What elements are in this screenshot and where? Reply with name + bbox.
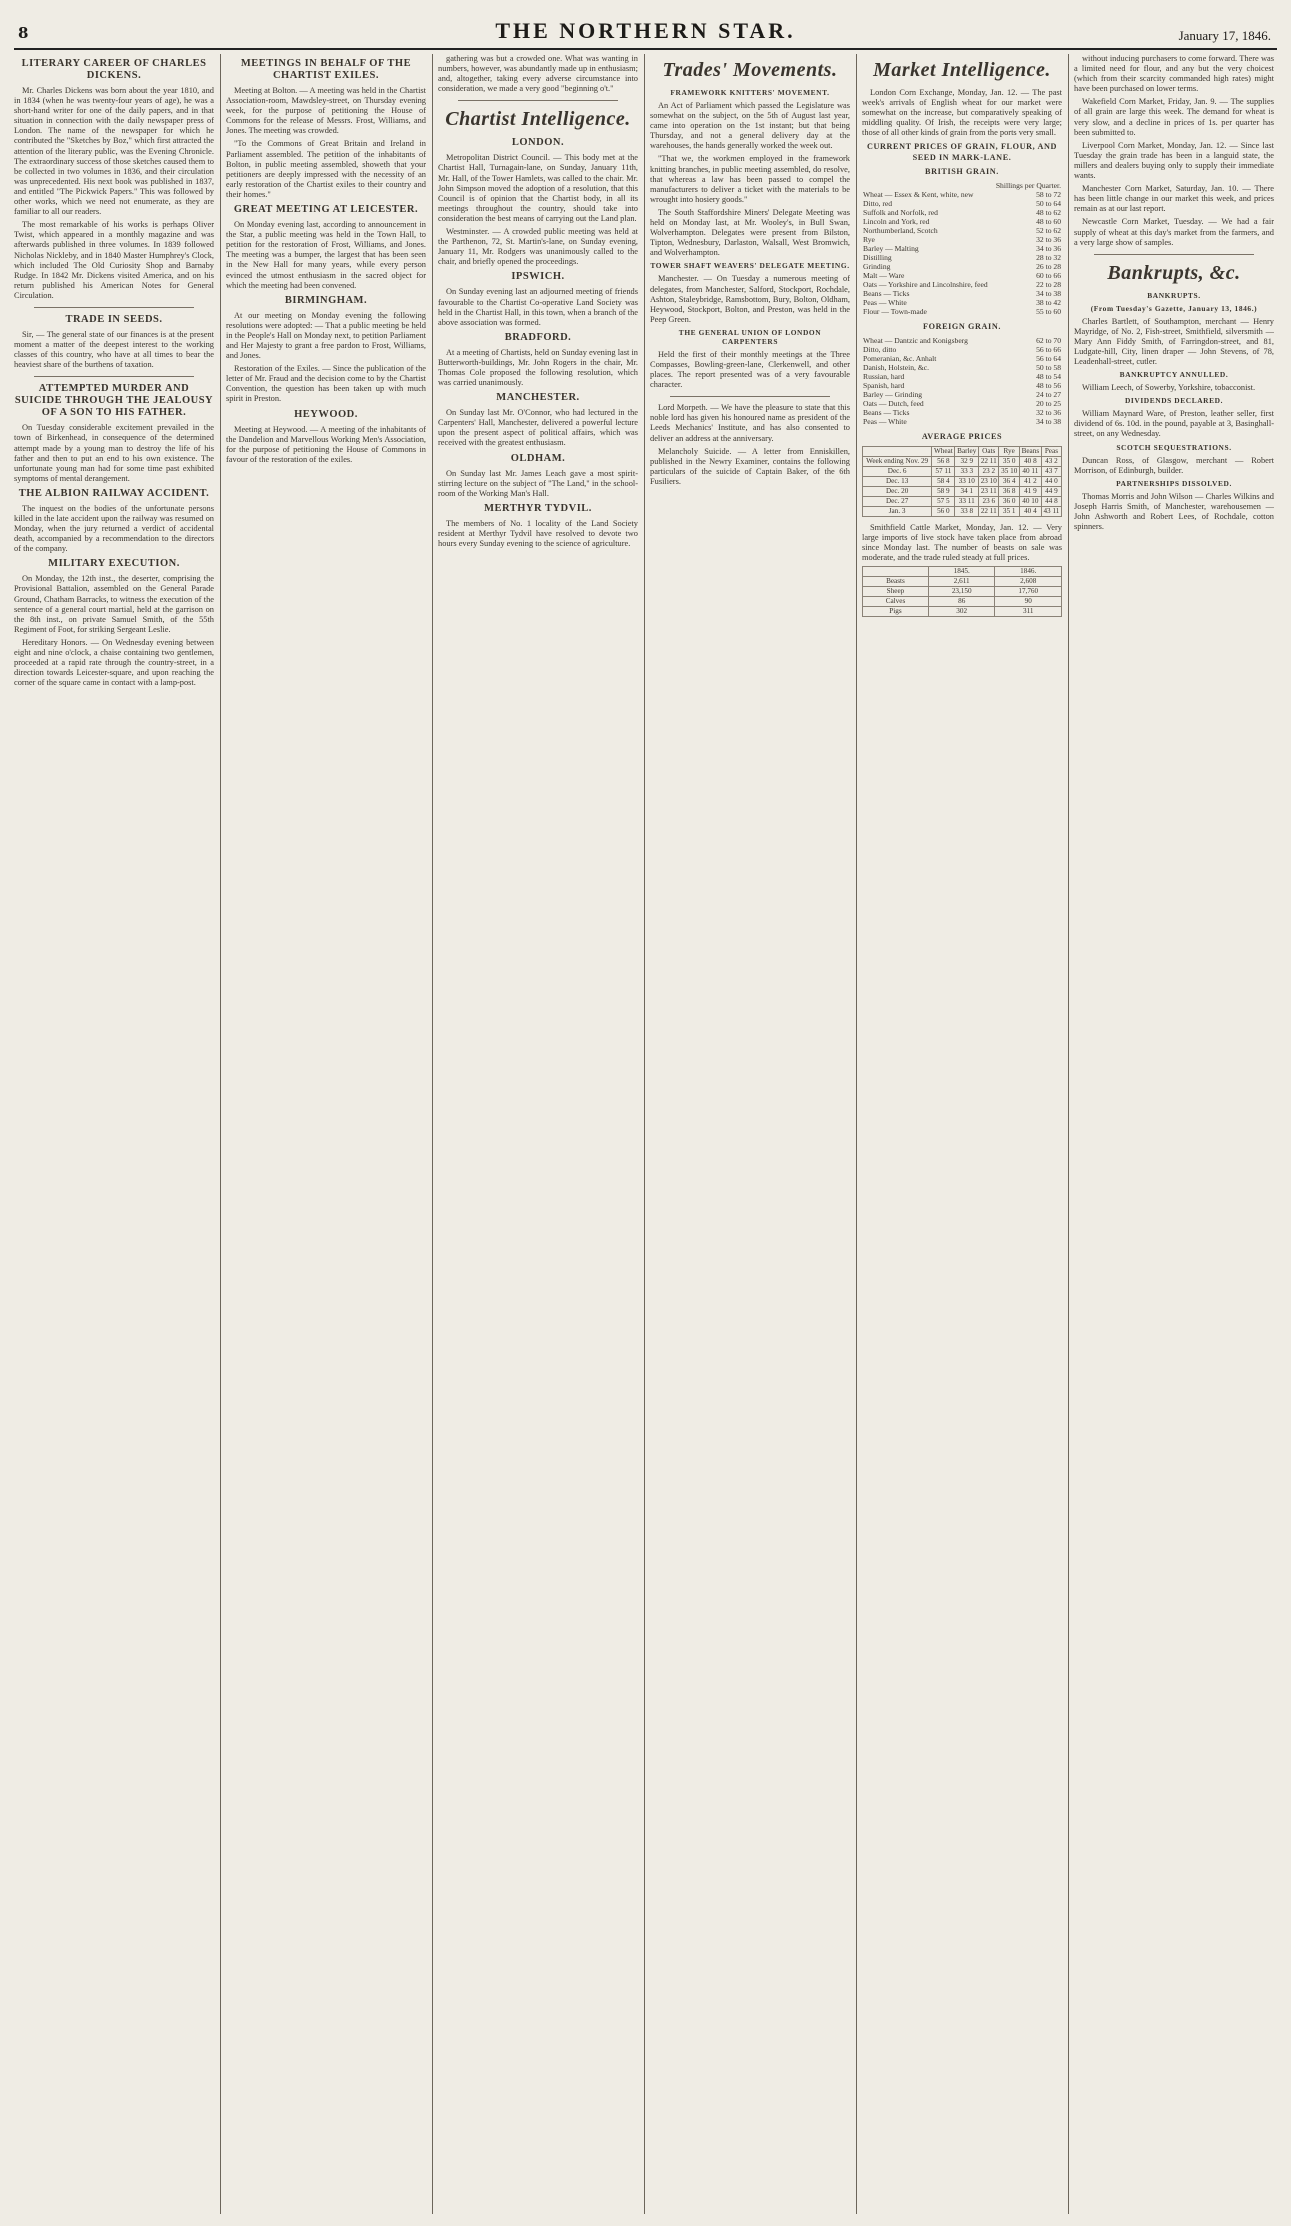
table-cell: 36 0 xyxy=(999,496,1019,506)
table-cell: 302 xyxy=(928,607,995,617)
table-cell: Oats — Dutch, feed xyxy=(863,398,924,408)
table-cell: 311 xyxy=(995,607,1062,617)
section-heading-chartist: Chartist Intelligence. xyxy=(445,108,631,131)
article-paragraph: Smithfield Cattle Market, Monday, Jan. 12. — Very large imports of live stock have taken place from abroad since Monday last. The number of beasts on sale was moderate, and the trade ruled steady at full prices. xyxy=(862,522,1062,563)
table-header-row xyxy=(862,181,1062,190)
table-heading: AVERAGE PRICES xyxy=(921,431,1003,441)
table-cell: Barley — Grinding xyxy=(863,389,923,399)
table-cell: Dec. 27 xyxy=(863,496,932,506)
table-cell: 48 to 62 xyxy=(1036,207,1061,217)
table-cell: Malt — Ware xyxy=(863,270,905,280)
article-paragraph: An Act of Parliament which passed the Legislature was somewhat on the subject, on the 5th of August last year, came into operation on the 1st instant; but that being Thursday, and not a general delivery day at the warehouses, the hands generally worked the week out. xyxy=(650,101,850,151)
article-heading: THE ALBION RAILWAY ACCIDENT. xyxy=(18,487,210,499)
table-cell: 57 11 xyxy=(932,466,955,476)
table-row xyxy=(862,372,1062,381)
table-row xyxy=(862,345,1062,354)
table-header-cell xyxy=(862,181,993,190)
table-cell: 20 to 25 xyxy=(1036,398,1061,408)
table-cell: 50 to 64 xyxy=(1036,198,1061,208)
table-heading: CURRENT PRICES OF GRAIN, FLOUR, AND SEED IN MARK-LANE. xyxy=(867,142,1057,162)
table-row xyxy=(862,244,1062,253)
table-cell: 34 to 38 xyxy=(1036,416,1061,426)
table-row xyxy=(863,577,1062,587)
table-cell: Calves xyxy=(863,597,929,607)
table-cell: Dec. 6 xyxy=(863,466,932,476)
table-cell: 43 2 xyxy=(1041,456,1061,466)
table-cell: 50 to 58 xyxy=(1036,362,1061,372)
table-cell: 44 8 xyxy=(1041,496,1061,506)
column-rule xyxy=(1068,54,1069,2214)
article-heading: LITERARY CAREER OF CHARLES DICKENS. xyxy=(21,58,207,81)
table-cell: 34 1 xyxy=(955,486,979,496)
column-3 xyxy=(438,54,638,2214)
table-cell: 48 to 60 xyxy=(1036,216,1061,226)
article-paragraph: On Monday, the 12th inst., the deserter, comprising the Provisional Battalion, assembled on the General Parade Ground, Chatham Barracks, to witness the execution of the sentence of a general court martial, held at the garrison on the 8th inst., on private Samuel Smith, of the 55th Regiment of Foot, for striking Sergeant Leslie. xyxy=(14,574,214,634)
table-cell: 58 4 xyxy=(932,476,955,486)
table-cell: Sheep xyxy=(863,587,929,597)
article-paragraph: At a meeting of Chartists, held on Sunday evening last in Butterworth-buildings, Mr. John Rogers in the chair, Mr. Thomas Cole proposed the following resolution, which was carried unanimously. xyxy=(438,347,638,388)
article-heading: GREAT MEETING AT LEICESTER. xyxy=(233,204,419,216)
article-paragraph: Sir, — The general state of our finances is at the present moment a matter of the deepest interest to the working classes of this country, who have at all times to bear the heaviest share of the burthens of taxation. xyxy=(14,329,214,370)
column-rule xyxy=(432,54,433,2214)
table-cell: Rye xyxy=(863,234,875,244)
table-cell: 23,150 xyxy=(928,587,995,597)
subheading: (From Tuesday's Gazette, January 13, 1846.) xyxy=(1090,303,1258,313)
article-paragraph: Meeting at Heywood. — A meeting of the inhabitants of the Dandelion and Marvellous Working Men's Association, for the purpose of petitioning the House of Commons in favour of the restoration of the exiles. xyxy=(226,424,426,464)
article-paragraph: Restoration of the Exiles. — Since the publication of the letter of Mr. Fraud and the decision come to by the Chartist Convention, the question has been taken up with much spirit in Preston. xyxy=(226,364,426,404)
average-prices-table xyxy=(862,446,1062,517)
table-row xyxy=(863,587,1062,597)
table-cell: 26 to 28 xyxy=(1036,261,1061,271)
foreign-grain-table xyxy=(862,336,1062,426)
article-paragraph: without inducing purchasers to come forward. There was a limited need for flour, and any but the very choicest (which from their scarcity commanded high rates) might have been purchased on lower terms. xyxy=(1074,54,1274,94)
table-row xyxy=(862,199,1062,208)
table-cell: 56 to 64 xyxy=(1036,353,1061,363)
table-cell: Barley — Malting xyxy=(863,243,919,253)
article-paragraph: On Tuesday considerable excitement prevailed in the town of Birkenhead, in consequence of the determined attempt made by a young man to destroy the life of his father and then to put an end to his own existence. The unfortunate young man had for some time past exhibited symptoms of mental derangement. xyxy=(14,423,214,483)
page-number: 8 xyxy=(18,24,29,42)
table-cell: Suffolk and Norfolk, red xyxy=(863,207,938,217)
table-cell: Jan. 3 xyxy=(863,506,932,516)
table-cell: 56 8 xyxy=(932,456,955,466)
article-paragraph: Lord Morpeth. — We have the pleasure to state that this noble lord has given his honoured name as president of the Leeds Mechanics' Institute, and has also consented to deliver an address at the anniversary. xyxy=(650,403,850,443)
table-cell: 22 11 xyxy=(979,456,999,466)
table-subheading: BRITISH GRAIN. xyxy=(925,166,999,176)
table-header-row xyxy=(863,567,1062,577)
table-cell: Oats — Yorkshire and Lincolnshire, feed xyxy=(863,279,988,289)
table-row xyxy=(863,597,1062,607)
table-row xyxy=(862,354,1062,363)
table-cell: 40 8 xyxy=(1019,456,1041,466)
table-row xyxy=(862,235,1062,244)
table-header-row xyxy=(863,446,1062,456)
table-cell: 33 10 xyxy=(955,476,979,486)
column-rule xyxy=(644,54,645,2214)
table-cell: 28 to 32 xyxy=(1036,252,1061,262)
table-cell: 35 10 xyxy=(999,466,1019,476)
table-cell: 40 4 xyxy=(1019,506,1041,516)
table-cell: Ditto, red xyxy=(863,198,893,208)
table-row xyxy=(862,280,1062,289)
article-paragraph: Hereditary Honors. — On Wednesday evening between eight and nine o'clock, a chaise containing two gentlemen, proceeded at a rapid rate through the country-street, in a direction towards Leicester-square, and upon reaching the corner of the square came in contact with a lamp-post. xyxy=(14,637,214,688)
table-header-cell: Barley xyxy=(955,446,979,456)
article-paragraph: Wakefield Corn Market, Friday, Jan. 9. — The supplies of all grain are large this week. The demand for wheat is very slow, and a decline in prices of 1s. per quarter has been submitted to. xyxy=(1074,97,1274,137)
table-cell: 58 to 72 xyxy=(1036,189,1061,199)
article-paragraph: London Corn Exchange, Monday, Jan. 12. — The past week's arrivals of English wheat for our market were somewhat on the increase, but comparatively speaking of middling quality. Of Irish, the receipts were very large; those of all other kinds of grain from the ports very small. xyxy=(862,88,1062,138)
table-cell: 23 11 xyxy=(979,486,999,496)
subheading: THE GENERAL UNION OF LONDON CARPENTERS xyxy=(678,327,822,346)
article-paragraph: The most remarkable of his works is perhaps Oliver Twist, which appeared in a monthly magazine and was afterwards published in three volumes. In 1839 followed Nicholas Nickleby, and in 1840 Master Humphrey's Clock, which included The Old Curiosity Shop and Barnaby Rudge. In 1842 Mr. Dickens visited America, and on his return published his American Notes for General Circulation. xyxy=(14,220,214,300)
table-cell: Beans — Ticks xyxy=(863,288,910,298)
subheading: BANKRUPTCY ANNULLED. xyxy=(1119,370,1229,380)
column-1 xyxy=(14,54,214,2214)
article-heading: MEETINGS IN BEHALF OF THE CHARTIST EXILES. xyxy=(240,58,412,81)
article-paragraph: On Sunday last Mr. James Leach gave a most spirit-stirring lecture on the subject of "The Land," in the school-room of the Working Man's Hall. xyxy=(438,468,638,498)
table-cell: Ditto, ditto xyxy=(863,344,897,354)
article-paragraph: Charles Bartlett, of Southampton, merchant — Henry Mayridge, of No. 2, Fish-street, Smithfield, silversmith — Mary Ann Fiddy Smith, of Farringdon-street, and 81, Ludgate-hill, City, linen draper — John Stevens, of 78, Leadenhall-street, cutler. xyxy=(1074,316,1274,367)
grain-prices-table xyxy=(862,181,1062,316)
table-cell: Russian, hard xyxy=(863,371,905,381)
article-paragraph: Manchester. — On Tuesday a numerous meeting of delegates, from Manchester, Salford, Stockport, Rochdale, Ashton, Staleybridge, Ramsbottom, Bury, Bolton, Oldham, Heywood, Stockport, Bolton, and Preston, was held in the Peep Green. xyxy=(650,274,850,324)
table-cell: 40 10 xyxy=(1019,496,1041,506)
article-heading: MERTHYR TYDVIL. xyxy=(484,502,592,514)
article-heading: HEYWOOD. xyxy=(294,408,358,420)
article-heading: LONDON. xyxy=(511,137,565,149)
table-cell: Flour — Town-made xyxy=(863,306,927,316)
issue-date: January 17, 1846. xyxy=(1178,28,1271,43)
divider xyxy=(1094,254,1254,255)
table-cell: 34 to 38 xyxy=(1036,288,1061,298)
article-heading: BIRMINGHAM. xyxy=(284,294,368,306)
table-cell: 23 2 xyxy=(979,466,999,476)
table-cell: 48 to 56 xyxy=(1036,380,1061,390)
table-cell: 40 11 xyxy=(1019,466,1041,476)
table-cell: 24 to 27 xyxy=(1036,389,1061,399)
article-paragraph: Mr. Charles Dickens was born about the year 1810, and in 1834 (when he was twenty-four years of age), he was a short-hand writer for one of the daily papers, and in that situation in connection with the daily newspaper press of London. The name of the newspaper for which he contributed the "Sketches by Boz," which first attracted the attention of the literary public, was the Evening Chronicle. The extraordinary success of those sketches caused them to be collected in two volumes in 1836, and their circulation was unprecedented. His next book was published in 1837, and entitled "The Pickwick Papers." This was followed by other works, which we need not enumerate, as they are familiar to all our readers. xyxy=(14,86,214,217)
table-header-cell xyxy=(863,446,932,456)
article-paragraph: William Maynard Ware, of Preston, leather seller, first dividend of 6s. 10d. in the pound, payable at 3, Basinghall-street, on any Wednesday. xyxy=(1074,409,1274,439)
table-cell: 86 xyxy=(928,597,995,607)
article-paragraph: Duncan Ross, of Glasgow, merchant — Robert Morrison, of Edinburgh, builder. xyxy=(1074,455,1274,475)
column-rule xyxy=(220,54,221,2214)
article-paragraph: Westminster. — A crowded public meeting was held at the Parthenon, 72, St. Martin's-lane, on Sunday evening, January 11, Mr. Rodgers was unanimously called to the chair, and briefly opened the proceedings. xyxy=(438,227,638,267)
table-cell: 35 1 xyxy=(999,506,1019,516)
article-heading: MANCHESTER. xyxy=(496,392,580,404)
subheading: SCOTCH SEQUESTRATIONS. xyxy=(1116,442,1232,452)
article-paragraph: Melancholy Suicide. — A letter from Enniskillen, published in the Newry Examiner, contains the following particulars of the suicide of Captain Baker, of the 6th Fusiliers. xyxy=(650,446,850,486)
article-paragraph: The members of No. 1 locality of the Land Society resident at Merthyr Tydvil have resolved to devote two hours every Sunday evening to the science of agriculture. xyxy=(438,518,638,548)
table-row xyxy=(863,456,1062,466)
table-header-cell: Oats xyxy=(979,446,999,456)
table-row xyxy=(862,271,1062,280)
table-cell: 62 to 70 xyxy=(1036,335,1061,345)
table-row xyxy=(862,417,1062,426)
table-cell: 22 to 28 xyxy=(1036,279,1061,289)
divider xyxy=(458,100,618,101)
article-paragraph: The South Staffordshire Miners' Delegate Meeting was held on Monday last, at Mr. Wooley's, in Bull Swan, Wolverhampton. Delegates were present from Bilston, Tipton, Wednesbury, Darlaston, Walsall, West Bromwich, and Wolverhampton. xyxy=(650,207,850,258)
table-header-cell: Shillings per Quarter. xyxy=(995,180,1061,190)
section-heading-trades: Trades' Movements. xyxy=(662,59,838,81)
table-cell: Beans — Ticks xyxy=(863,407,910,417)
subheading: PARTNERSHIPS DISSOLVED. xyxy=(1116,478,1232,488)
table-header-cell xyxy=(863,567,929,577)
table-cell: 2,611 xyxy=(928,577,995,587)
table-cell: 55 to 60 xyxy=(1036,306,1061,316)
table-cell: 58 9 xyxy=(932,486,955,496)
article-paragraph: "That we, the workmen employed in the framework knitting branches, in public meeting assembled, do resolve, that whereas a law has been passed to compel the manufacturers to deliver a ticket with the materials to be wrought into hosiery goods." xyxy=(650,154,850,204)
table-cell: Danish, Holstein, &c. xyxy=(863,362,930,372)
table-row xyxy=(862,253,1062,262)
table-cell: Distilling xyxy=(863,252,892,262)
table-cell: Pomeranian, &c. Anhalt xyxy=(863,353,937,363)
subheading: BANKRUPTS. xyxy=(1147,290,1201,300)
table-cell: 38 to 42 xyxy=(1036,297,1061,307)
newspaper-page xyxy=(14,18,1277,2214)
table-cell: 56 to 66 xyxy=(1036,344,1061,354)
article-paragraph: Thomas Morris and John Wilson — Charles Wilkins and Joseph Harris Smith, of Manchester, warehousemen — John Ashworth and Robert Lees, of Rochdale, cotton spinners. xyxy=(1074,491,1274,531)
table-row xyxy=(863,486,1062,496)
table-cell: 41 9 xyxy=(1019,486,1041,496)
column-6 xyxy=(1074,54,1274,2214)
article-paragraph: William Leech, of Sowerby, Yorkshire, tobacconist. xyxy=(1082,383,1256,393)
article-paragraph: On Sunday evening last an adjourned meeting of friends favourable to the Chartist Co-operative Land Society was held in the Chartist Hall, in this town, when a branch of the above association was formed. xyxy=(438,287,638,327)
table-row xyxy=(862,190,1062,199)
article-paragraph: Liverpool Corn Market, Monday, Jan. 12. — Since last Tuesday the grain trade has been in a languid state, the millers and dealers buying only to supply their immediate wants. xyxy=(1074,140,1274,181)
table-heading: FOREIGN GRAIN. xyxy=(923,321,1001,331)
table-cell: 90 xyxy=(995,597,1062,607)
table-cell: 33 8 xyxy=(955,506,979,516)
table-cell: 34 to 36 xyxy=(1036,243,1061,253)
table-cell: 2,608 xyxy=(995,577,1062,587)
table-cell: 41 2 xyxy=(1019,476,1041,486)
table-cell: Dec. 13 xyxy=(863,476,932,486)
column-4 xyxy=(650,54,850,2214)
table-row xyxy=(863,466,1062,476)
table-row xyxy=(862,217,1062,226)
table-cell: 56 0 xyxy=(932,506,955,516)
table-row xyxy=(863,476,1062,486)
table-row xyxy=(862,262,1062,271)
article-paragraph: On Sunday last Mr. O'Connor, who had lectured in the Carpenters' Hall, Manchester, delivered a powerful lecture upon the present aspect of political affairs, which was received with the greatest enthusiasm. xyxy=(438,408,638,448)
table-cell: 44 9 xyxy=(1041,486,1061,496)
section-heading-market: Market Intelligence. xyxy=(873,59,1051,81)
article-heading: BRADFORD. xyxy=(504,331,572,343)
article-paragraph: Newcastle Corn Market, Tuesday. — We had a fair supply of wheat at this day's market from the farmers, and a very large show of samples. xyxy=(1074,217,1274,247)
article-paragraph: Meeting at Bolton. — A meeting was held in the Chartist Association-room, Mawdsley-street, on Thursday evening week, for the purpose of petitioning the House of Commons for the release of Messrs. Frost, Williams, and Jones. The meeting was crowded. xyxy=(226,86,426,136)
table-cell: Spanish, hard xyxy=(863,380,905,390)
table-row xyxy=(862,399,1062,408)
masthead xyxy=(14,18,1277,50)
table-row xyxy=(862,363,1062,372)
subheading: DIVIDENDS DECLARED. xyxy=(1124,396,1224,406)
table-row xyxy=(862,336,1062,345)
table-cell: 36 8 xyxy=(999,486,1019,496)
article-paragraph: gathering was but a crowded one. What was wanting in numbers, however, was abundantly made up in enthusiasm; and, altogether, taking every adverse circumstance into consideration, we made a very good "beginning o't." xyxy=(438,54,638,94)
subheading: FRAMEWORK KNITTERS' MOVEMENT. xyxy=(670,88,830,97)
divider xyxy=(34,307,194,308)
table-row xyxy=(862,408,1062,417)
table-cell: Peas — White xyxy=(863,297,907,307)
table-cell: Grinding xyxy=(863,261,891,271)
article-paragraph: "To the Commons of Great Britain and Ireland in Parliament assembled. The petition of the inhabitants of Bolton, in public meeting assembled, showeth that your petitioners are deeply impressed with the necessity of an early restoration of the Chartist exiles to their country and their homes." xyxy=(226,139,426,199)
article-heading: ATTEMPTED MURDER AND SUICIDE THROUGH THE JEALOUSY OF A SON TO HIS FATHER. xyxy=(14,383,214,419)
table-cell: Peas — White xyxy=(863,416,907,426)
divider xyxy=(670,396,830,397)
article-paragraph: Metropolitan District Council. — This body met at the Chartist Hall, Turnagain-lane, on Sunday, January 11th, Mr. Hall, of the Tower Hamlets, was called to the chair. Mr. John Simpson moved the adoption of a resolution, that this Council is of opinion that the Chartist body, in all its meetings throughout the country, should take into consideration the best means of carrying out the Land plan. xyxy=(438,153,638,223)
table-row xyxy=(862,208,1062,217)
table-row xyxy=(862,390,1062,399)
table-cell: 17,760 xyxy=(995,587,1062,597)
table-row xyxy=(862,226,1062,235)
table-cell: 57 5 xyxy=(932,496,955,506)
table-row xyxy=(862,289,1062,298)
divider xyxy=(34,376,194,377)
table-cell: 32 to 36 xyxy=(1036,407,1061,417)
table-cell: Dec. 20 xyxy=(863,486,932,496)
table-cell: 43 11 xyxy=(1041,506,1061,516)
table-row xyxy=(863,607,1062,617)
table-row xyxy=(862,298,1062,307)
table-header-cell: Wheat xyxy=(932,446,955,456)
article-paragraph: The inquest on the bodies of the unfortunate persons killed in the late accident upon the railway was resumed on Monday, when the jury returned a verdict of accidental death, accompanied by a recommendation to the directors of the company. xyxy=(14,503,214,554)
column-rule xyxy=(856,54,857,2214)
column-2 xyxy=(226,54,426,2214)
table-cell: 32 to 36 xyxy=(1036,234,1061,244)
table-cell: 44 0 xyxy=(1041,476,1061,486)
cattle-table xyxy=(862,566,1062,617)
table-header-cell: Rye xyxy=(999,446,1019,456)
section-heading-bankrupts: Bankrupts, &c. xyxy=(1107,261,1241,284)
table-cell: Lincoln and York, red xyxy=(863,216,930,226)
table-cell: 52 to 62 xyxy=(1036,225,1061,235)
column-5 xyxy=(862,54,1062,2214)
table-cell: 48 to 54 xyxy=(1036,371,1061,381)
article-heading: OLDHAM. xyxy=(510,452,566,464)
table-row xyxy=(863,496,1062,506)
article-heading: IPSWICH. xyxy=(511,271,565,283)
table-cell: Wheat — Dantzic and Konigsberg xyxy=(863,335,968,345)
table-cell: 22 11 xyxy=(979,506,999,516)
table-header-cell: Beans xyxy=(1019,446,1041,456)
table-cell: 43 7 xyxy=(1041,466,1061,476)
article-heading: TRADE IN SEEDS. xyxy=(65,313,163,325)
table-cell: Pigs xyxy=(863,607,929,617)
subheading: TOWER SHAFT WEAVERS' DELEGATE MEETING. xyxy=(650,261,850,271)
table-row xyxy=(863,506,1062,516)
table-cell: 33 3 xyxy=(955,466,979,476)
article-paragraph: At our meeting on Monday evening the following resolutions were adopted: — That a public meeting be held in the People's Hall on Monday next, to petition Parliament and Her Majesty to grant a free pardon to Frost, Williams, and Jones. xyxy=(226,310,426,361)
table-cell: Wheat — Essex & Kent, white, new xyxy=(863,189,974,199)
article-paragraph: On Monday evening last, according to announcement in the Star, a public meeting was held in the Town Hall, to petition for the restoration of Frost, Williams, and Jones. The meeting was a bumper, the largest that has been seen in the New Hall for many years, while every person evinced the utmost enthusiasm in the sacred object for which the meeting had been convened. xyxy=(226,220,426,290)
table-row xyxy=(862,381,1062,390)
article-heading: MILITARY EXECUTION. xyxy=(48,558,180,570)
newspaper-title: THE NORTHERN STAR. xyxy=(495,18,796,43)
table-cell: 23 10 xyxy=(979,476,999,486)
table-row xyxy=(862,307,1062,316)
table-cell: Beasts xyxy=(863,577,929,587)
table-cell: 36 4 xyxy=(999,476,1019,486)
table-header-cell: Peas xyxy=(1041,446,1061,456)
article-paragraph: Manchester Corn Market, Saturday, Jan. 10. — There has been little change in our market this week, and prices remain as at our last report. xyxy=(1074,184,1274,214)
table-cell: 35 0 xyxy=(999,456,1019,466)
article-paragraph: Held the first of their monthly meetings at the Three Compasses, Bowling-green-lane, Clerkenwell, and other places. The report presented was of a very favourable character. xyxy=(650,349,850,390)
table-cell: 60 to 66 xyxy=(1036,270,1061,280)
table-cell: 23 6 xyxy=(979,496,999,506)
table-cell: 32 9 xyxy=(955,456,979,466)
table-cell: Northumberland, Scotch xyxy=(863,225,938,235)
table-header-cell: 1845. xyxy=(928,567,995,577)
table-cell: 33 11 xyxy=(955,496,979,506)
columns xyxy=(14,54,1277,2214)
table-cell: Week ending Nov. 29 xyxy=(863,456,932,466)
table-header-cell: 1846. xyxy=(995,567,1062,577)
